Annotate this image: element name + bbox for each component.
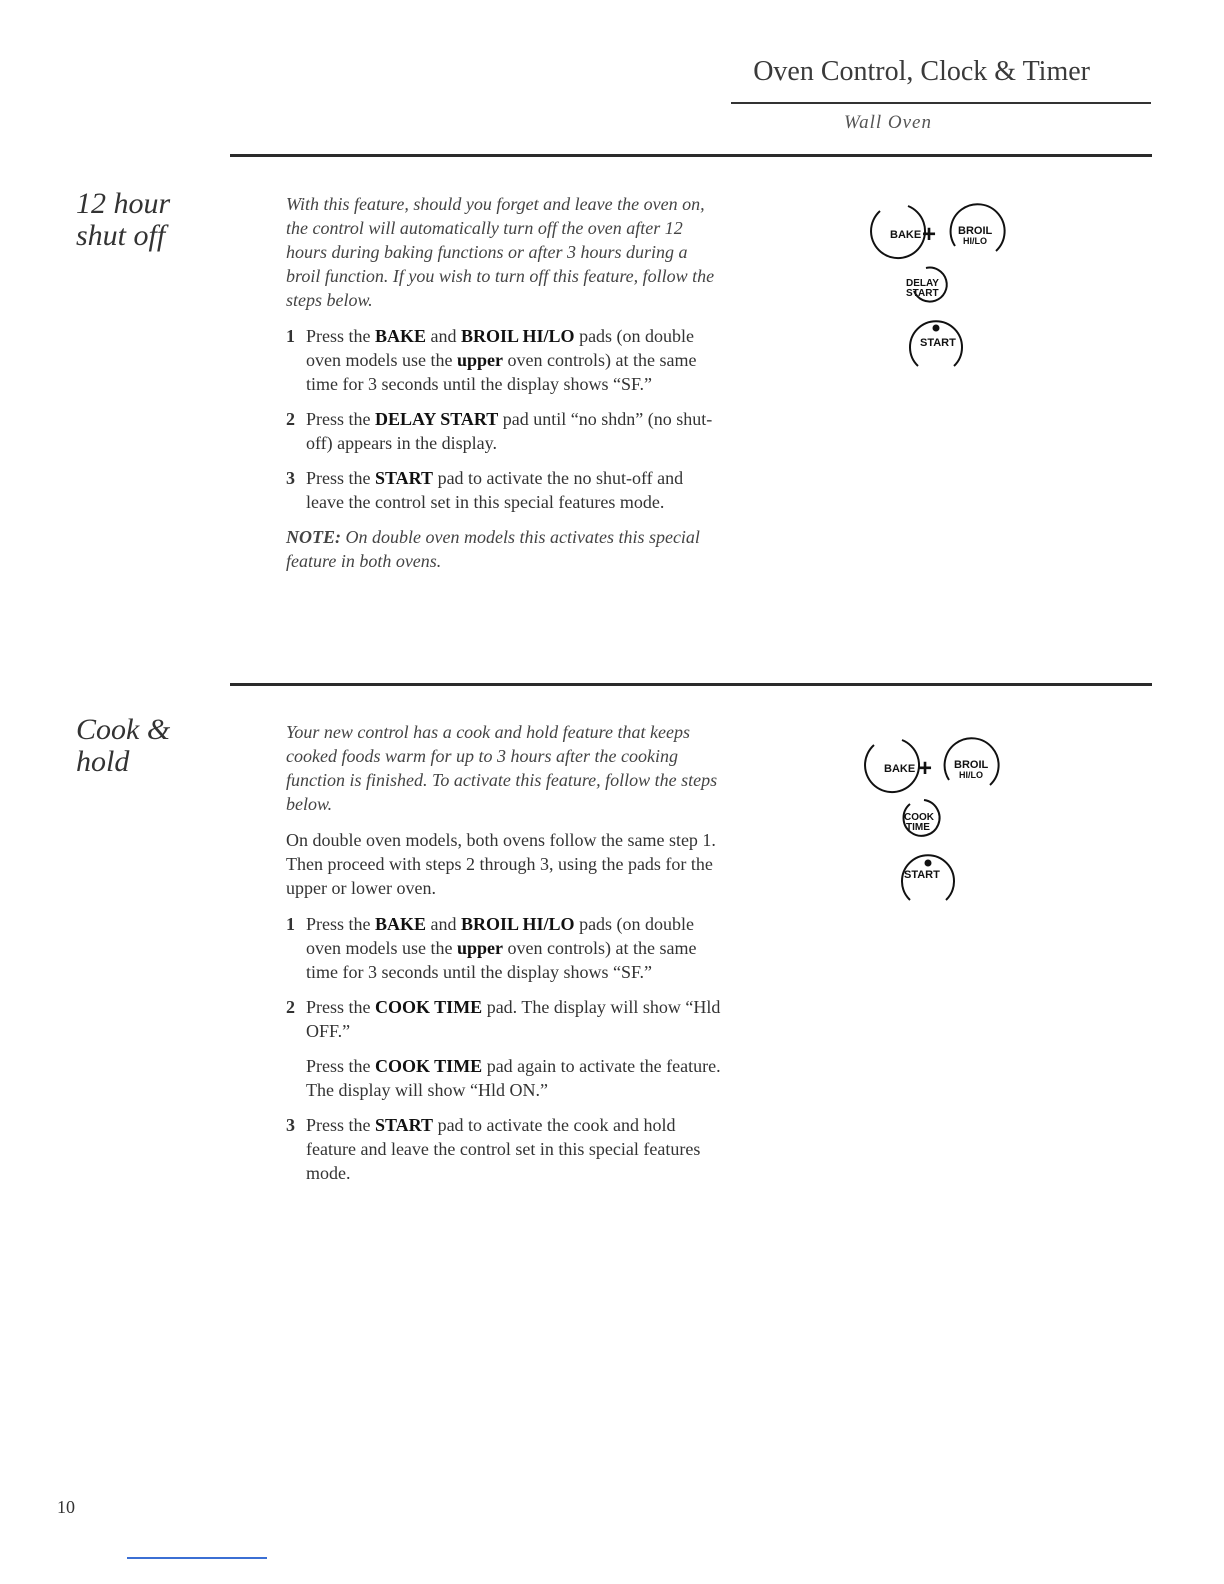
note: NOTE: On double oven models this activates this special feature in both ovens. [286, 527, 700, 571]
svg-text:COOK: COOK [904, 812, 934, 823]
start-pad-icon [910, 321, 962, 366]
svg-text:HI/LO: HI/LO [959, 770, 983, 780]
broil-pad-icon [951, 204, 1005, 251]
section-heading-shut-off [76, 188, 216, 252]
bake-pad-icon [865, 740, 919, 792]
step-number: 2 [286, 997, 295, 1017]
svg-text:BROIL: BROIL [958, 225, 993, 237]
pad-diagram-shut-off [868, 196, 1028, 376]
step [286, 324, 722, 396]
pad-diagram-cook-hold [862, 730, 1022, 910]
broil-pad-icon [945, 738, 999, 785]
step-number: 2 [286, 409, 295, 429]
step-text: Press the START pad to activate the cook and hold feature and leave the control set in this special features mode. [306, 1115, 701, 1183]
section-body-cook-hold [286, 720, 722, 1196]
step-text: Press the BAKE and BROIL HI/LO pads (on double oven models use the upper oven controls) at the same time for 3 seconds until the display shows “SF.” [306, 914, 697, 982]
plus-icon: + [918, 755, 933, 782]
svg-text:BAKE: BAKE [884, 763, 916, 775]
keypad-diagram [868, 196, 1028, 376]
step [286, 995, 722, 1043]
svg-text:START: START [904, 869, 940, 881]
step-number: 3 [286, 1115, 295, 1135]
page-subtitle: Wall Oven [844, 112, 932, 133]
step-text: Press the START pad to activate the no shut-off and leave the control set in this special features mode. [306, 468, 684, 512]
footer-link-line [127, 1557, 267, 1559]
svg-text:BROIL: BROIL [954, 759, 989, 771]
page-title: Oven Control, Clock & Timer [753, 56, 1090, 87]
step-number: 3 [286, 468, 295, 488]
note-label: NOTE: [286, 527, 341, 547]
svg-text:HI/LO: HI/LO [963, 236, 987, 246]
step-sub-text: Press the COOK TIME pad again to activate the feature. The display will show “Hld ON.” [306, 1056, 721, 1100]
svg-text:START: START [906, 288, 939, 299]
heading-line: shut off [76, 219, 166, 252]
start-pad-icon [902, 855, 954, 900]
step-text: Press the COOK TIME pad. The display will show “Hld OFF.” [306, 997, 721, 1041]
intro-text: With this feature, should you forget and leave the oven on, the control will automatically turn off the oven after 12 hours during baking functions or after 3 hours during a broil function. If you wish to turn off this feature, follow the steps below. [286, 194, 715, 310]
svg-text:DELAY: DELAY [906, 278, 939, 289]
step [286, 912, 722, 984]
step [286, 407, 722, 455]
section-body-shut-off [286, 192, 722, 573]
paragraph: On double oven models, both ovens follow the same step 1. Then proceed with steps 2 through 3, using the pads for the upper or lower oven. [286, 830, 716, 898]
section-divider [230, 683, 1152, 686]
step-text: Press the BAKE and BROIL HI/LO pads (on double oven models use the upper oven controls) at the same time for 3 seconds until the display shows “SF.” [306, 326, 697, 394]
section-heading-cook-hold [76, 714, 216, 778]
step [286, 466, 722, 514]
bake-pad-icon [871, 206, 925, 258]
intro-text: Your new control has a cook and hold feature that keeps cooked foods warm for up to 3 hours after the cooking function is finished. To activate this feature, follow the steps below. [286, 722, 718, 814]
delay-start-pad-icon [906, 268, 947, 302]
step [286, 1113, 722, 1185]
svg-text:START: START [920, 337, 956, 349]
heading-line: Cook & [76, 713, 171, 746]
keypad-diagram [862, 730, 1022, 910]
plus-icon: + [922, 221, 937, 248]
section-divider [230, 154, 1152, 157]
step-number: 1 [286, 914, 295, 934]
heading-line: 12 hour [76, 187, 171, 220]
svg-text:TIME: TIME [906, 822, 930, 833]
title-rule [731, 102, 1151, 104]
page-number: 10 [57, 1497, 75, 1517]
step-number: 1 [286, 326, 295, 346]
cook-time-pad-icon [904, 800, 940, 836]
step-text: Press the DELAY START pad until “no shdn” (no shut-off) appears in the display. [306, 409, 713, 453]
svg-text:BAKE: BAKE [890, 229, 922, 241]
heading-line: hold [76, 745, 130, 778]
